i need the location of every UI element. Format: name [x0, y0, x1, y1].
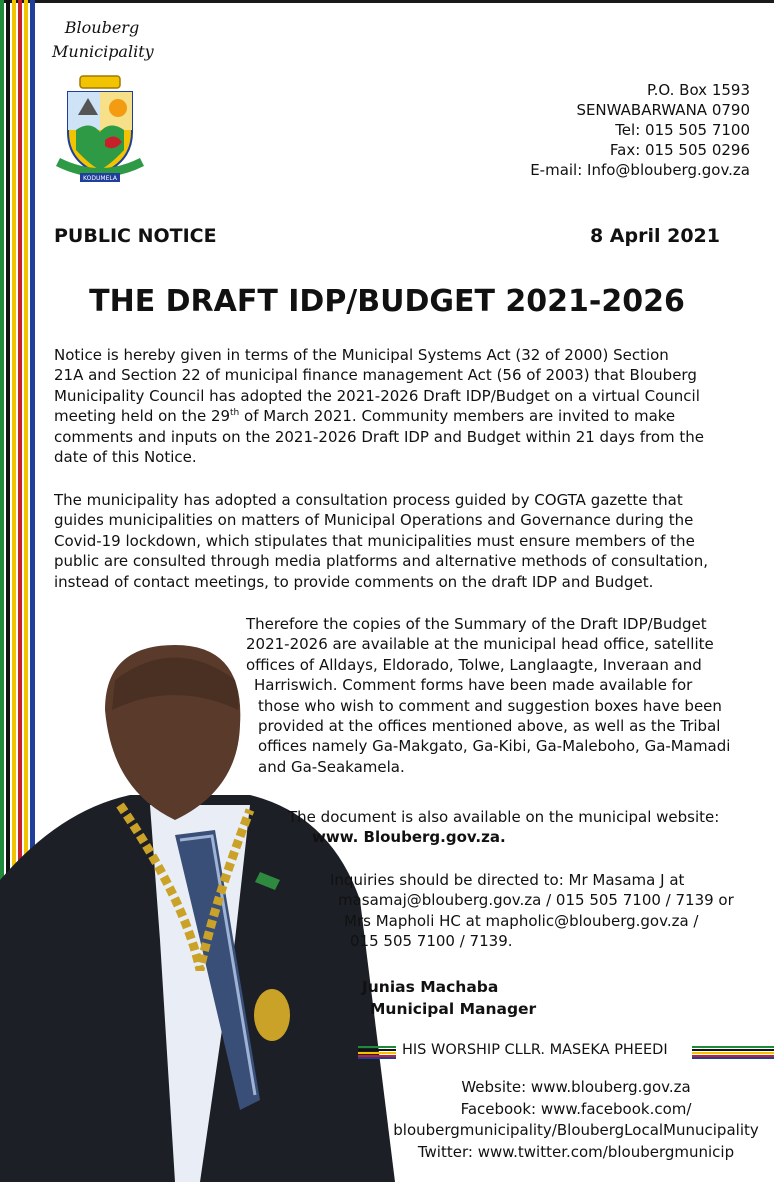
fax: Fax: 015 505 0296 — [609, 141, 750, 159]
logo-line-2: Municipality — [52, 42, 154, 61]
paragraph-line: guides municipalities on matters of Municipal Operations and Governance during the — [54, 511, 694, 530]
signatory-name: Junias Machaba — [362, 978, 499, 996]
stripe-decoration-icon — [358, 1046, 396, 1059]
paragraph-5 — [330, 870, 734, 952]
paragraph-line: offices of Alldays, Eldorado, Tolwe, Langlaagte, Inveraan and — [246, 655, 702, 674]
contact-block — [530, 80, 750, 180]
website-link[interactable]: www. Blouberg.gov.za. — [312, 828, 506, 847]
paragraph-line: offices namely Ga-Makgato, Ga-Kibi, Ga-Maleboho, Ga-Mamadi — [258, 737, 731, 756]
telephone: Tel: 015 505 7100 — [615, 121, 750, 139]
text-fragment: meeting held on the 29 — [54, 407, 231, 426]
paragraph-2 — [54, 490, 708, 592]
paragraph-line: public are consulted through media platforms and alternative methods of consultation, — [54, 552, 708, 571]
po-box: P.O. Box 1593 — [646, 81, 750, 99]
paragraph-line: 21A and Section 22 of municipal finance management Act (56 of 2003) that Blouberg — [54, 366, 697, 385]
paragraph-1 — [54, 345, 704, 467]
paragraph-line: Inquiries should be directed to: Mr Masama J at — [330, 871, 685, 889]
notice-date: 8 April 2021 — [589, 225, 720, 247]
paragraph-line: Mrs Mapholi HC at mapholic@blouberg.gov.za / — [344, 911, 699, 930]
paragraph-line: 015 505 7100 / 7139. — [350, 932, 513, 951]
paragraph-line: Municipality Council has adopted the 2021-2026 Draft IDP/Budget on a virtual Council — [54, 386, 700, 405]
logo-motto: KODUMELA — [83, 175, 117, 182]
paragraph-line: 2021-2026 are available at the municipal head office, satellite — [246, 635, 714, 654]
paragraph-line — [54, 406, 704, 426]
town-postcode: SENWABARWANA 0790 — [576, 101, 750, 119]
top-border — [0, 0, 774, 3]
paragraph-line: The municipality has adopted a consultation process guided by COGTA gazette that — [54, 491, 683, 509]
paragraph-line: Notice is hereby given in terms of the Municipal Systems Act (32 of 2000) Section — [54, 346, 669, 364]
paragraph-line: date of this Notice. — [54, 448, 197, 467]
website-line[interactable]: Website: www.blouberg.gov.za — [461, 1078, 691, 1096]
notice-label: PUBLIC NOTICE — [54, 225, 217, 247]
paragraph-line: those who wish to comment and suggestion boxes have been — [258, 696, 722, 715]
facebook-line[interactable]: Facebook: www.facebook.com/ — [460, 1099, 692, 1118]
stripe-decoration-icon — [692, 1046, 774, 1059]
superscript: th — [230, 408, 240, 419]
social-links — [386, 1077, 766, 1163]
coat-of-arms-icon — [50, 70, 150, 188]
twitter-line[interactable]: Twitter: www.twitter.com/bloubergmunicip — [417, 1142, 735, 1161]
paragraph-line: and Ga-Seakamela. — [258, 757, 405, 776]
notice-title: THE DRAFT IDP/BUDGET 2021-2026 — [89, 284, 685, 319]
email: E-mail: Info@blouberg.gov.za — [530, 161, 750, 179]
paragraph-4 — [288, 807, 719, 848]
text-fragment: of March 2021. Community members are invited to make — [239, 407, 676, 426]
paragraph-line: The document is also available on the municipal website: — [288, 808, 720, 826]
paragraph-line: provided at the offices mentioned above, as well as the Tribal — [258, 717, 721, 736]
logo-line-1: Blouberg — [64, 18, 140, 37]
paragraph-line: Harriswich. Comment forms have been made available for — [254, 676, 693, 695]
mayor-name: HIS WORSHIP CLLR. MASEKA PHEEDI — [402, 1042, 668, 1058]
paragraph-3 — [246, 614, 730, 777]
paragraph-line: instead of contact meetings, to provide comments on the draft IDP and Budget. — [54, 572, 654, 591]
paragraph-line: Therefore the copies of the Summary of the Draft IDP/Budget — [246, 615, 707, 633]
paragraph-line: Covid-19 lockdown, which stipulates that municipalities must ensure members of the — [54, 531, 695, 550]
municipality-logo-text — [52, 16, 152, 64]
mayor-caption-bar — [358, 1040, 774, 1064]
facebook-path-line[interactable]: bloubergmunicipality/BloubergLocalMunucipality — [393, 1121, 759, 1139]
signatory-role: Municipal Manager — [370, 1000, 537, 1018]
paragraph-line: comments and inputs on the 2021-2026 Draft IDP and Budget within 21 days from the — [54, 427, 705, 446]
paragraph-line: masamaj@blouberg.gov.za / 015 505 7100 / 7139 or — [338, 891, 734, 910]
signature-block — [362, 976, 536, 1020]
